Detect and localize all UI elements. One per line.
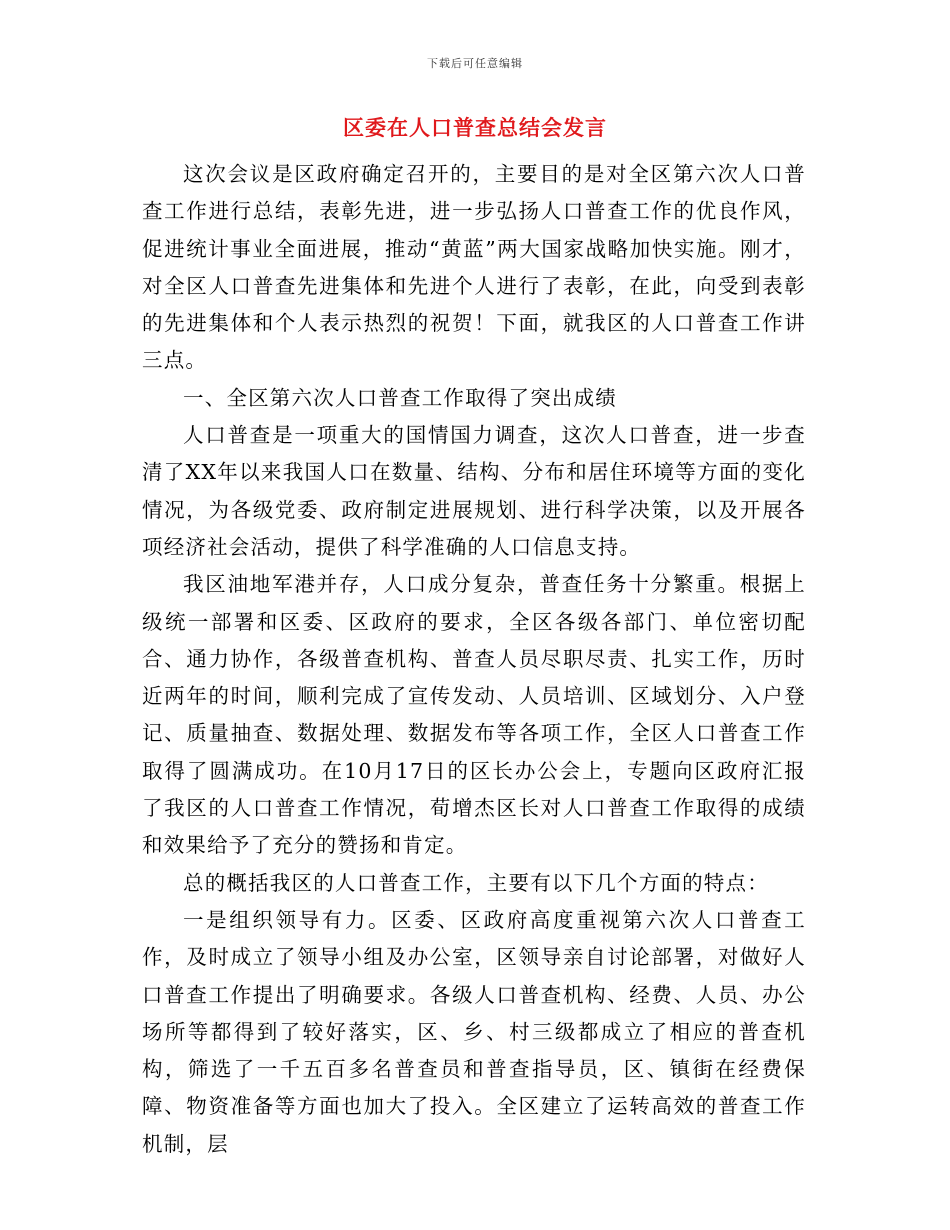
paragraph-district-work: 我区油地军港并存，人口成分复杂，普查任务十分繁重。根据上级统一部署和区委、区政府的要求，全区各级各部门、单位密切配合、通力协作，各级普查机构、普查人员尽职尽责、扎实工作，历时近两年的时间，顺利完成了宣传发动、人员培训、区域划分、入户登记、质量抽查、数据处理、数据发布等各项工作，全区人口普查工作取得了圆满成功。在10月17日的区长办公会上，专题向区政府汇报了我区的人口普查工作情况，荀增杰区长对人口普查工作取得的成绩和效果给予了充分的赞扬和肯定。 <box>142 572 806 858</box>
paragraph-point-one: 一是组织领导有力。区委、区政府高度重视第六次人口普查工作，及时成立了领导小组及办公室，区领导亲自讨论部署，对做好人口普查工作提出了明确要求。各级人口普查机构、经费、人员、办公场所等都得到了较好落实，区、乡、村三级都成立了相应的普查机构，筛选了一千五百多名普查员和普查指导员，区、镇街在经费保障、物资准备等方面也加大了投入。全区建立了运转高效的普查工作机制，层 <box>142 907 806 1156</box>
document-body <box>142 156 806 1163</box>
section-heading-1: 一、全区第六次人口普查工作取得了突出成绩 <box>183 385 617 410</box>
paragraph-summary-intro: 总的概括我区的人口普查工作，主要有以下几个方面的特点： <box>183 870 769 895</box>
paragraph-census-significance: 人口普查是一项重大的国情国力调查，这次人口普查，进一步查清了XX年以来我国人口在数量、结构、分布和居住环境等方面的变化情况，为各级党委、政府制定进展规划、进行科学决策，以及开展各项经济社会活动，提供了科学准确的人口信息支持。 <box>142 423 806 559</box>
page-header-note: 下载后可任意编辑 <box>427 57 523 70</box>
paragraph-intro: 这次会议是区政府确定召开的，主要目的是对全区第六次人口普查工作进行总结，表彰先进，进一步弘扬人口普查工作的优良作风，促进统计事业全面进展，推动“黄蓝”两大国家战略加快实施。刚才，对全区人口普查先进集体和先进个人进行了表彰，在此，向受到表彰的先进集体和个人表示热烈的祝贺！下面，就我区的人口普查工作讲三点。 <box>142 162 806 373</box>
document-title: 区委在人口普查总结会发言 <box>343 116 607 140</box>
